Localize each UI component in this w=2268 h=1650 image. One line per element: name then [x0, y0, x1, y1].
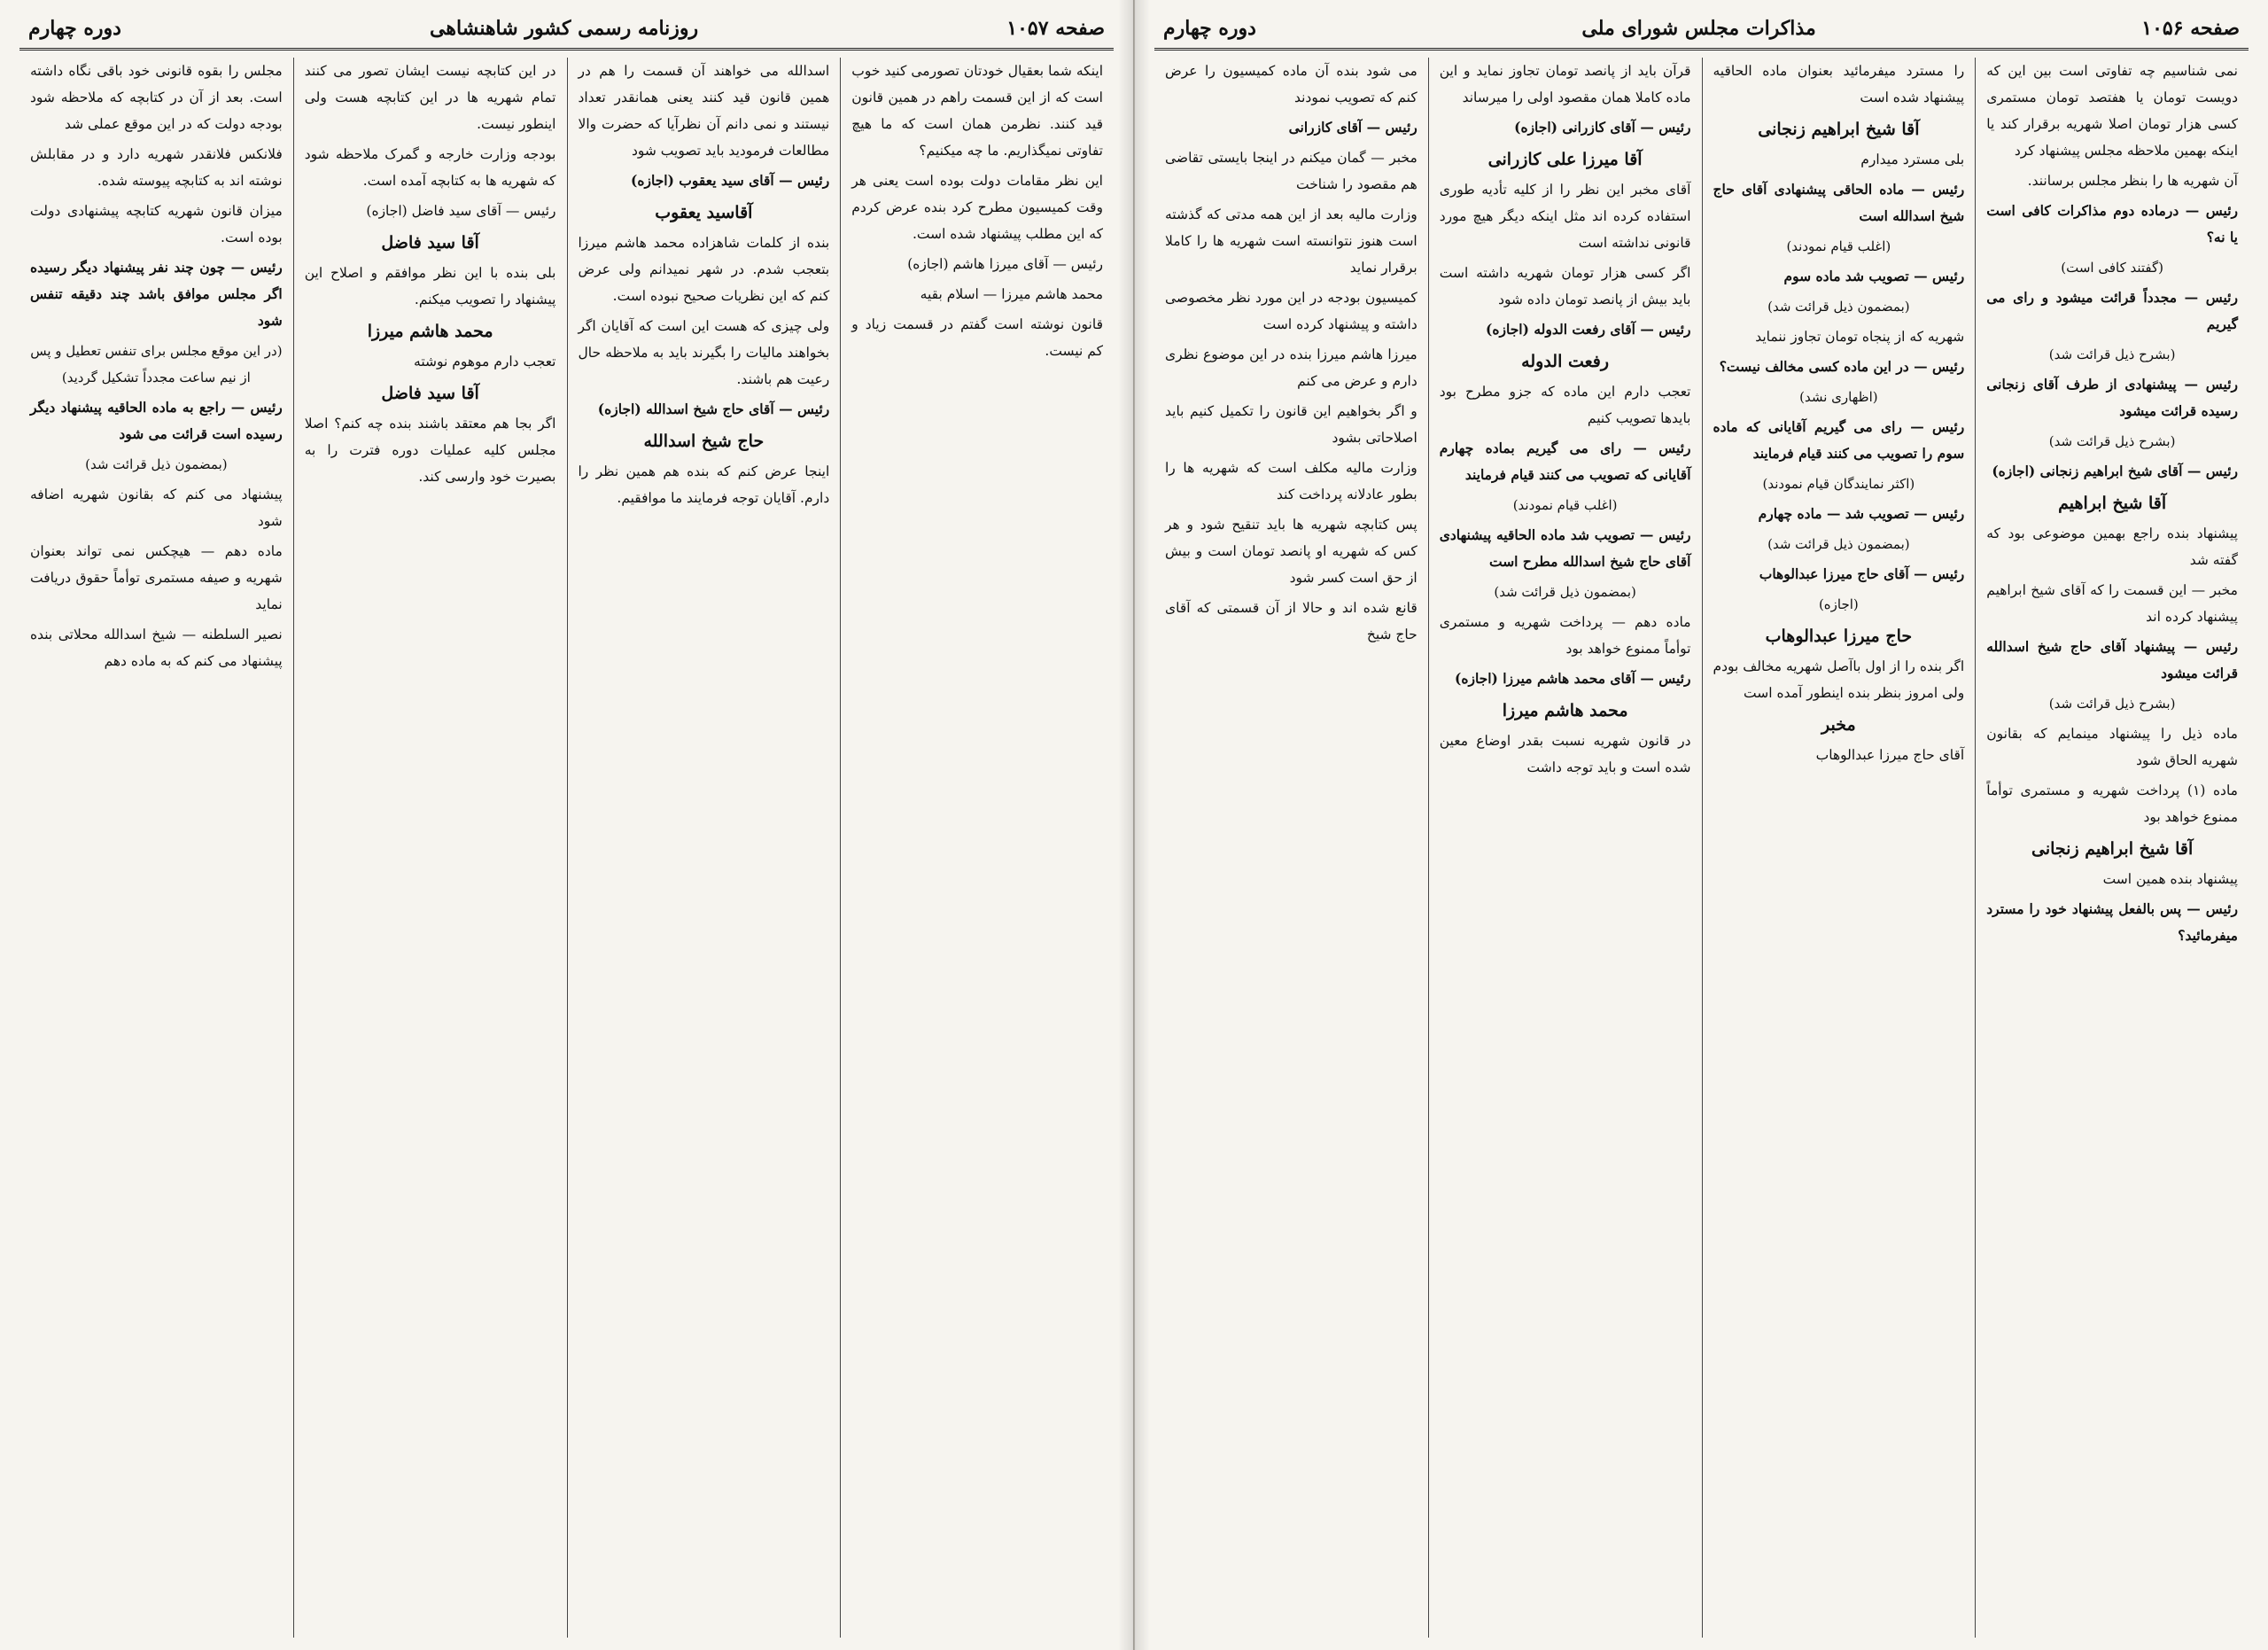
body-paragraph: را مسترد میفرمائید بعنوان ماده الحاقیه پیشنهاد شده است — [1713, 63, 1965, 105]
body-paragraph: رئیس — آقای میرزا هاشم (اجازه) — [907, 256, 1103, 272]
body-paragraph: ماده دهم — هیچکس نمی تواند بعنوان شهریه و صیفه مستمری توأماً حقوق دریافت نماید — [30, 543, 283, 612]
right-header-title: مذاکرات مجلس شورای ملی — [1581, 17, 1816, 40]
body-paragraph: بلی مسترد میدارم — [1860, 152, 1965, 167]
body-paragraph: مخبر — گمان میکنم در اینجا بایستی تقاضی هم مقصود را شناخت — [1165, 150, 1418, 192]
procedural-note: (بمضمون ذیل قرائت شد) — [1494, 584, 1636, 600]
left-column-3 — [293, 58, 567, 1638]
speaker-heading: محمد هاشم میرزا — [1502, 701, 1628, 720]
president-remark: رئیس — تصویب شد ماده الحاقیه پیشنهادی آقای حاج شیخ اسدالله مطرح است — [1439, 526, 1691, 570]
body-paragraph: قرآن باید از پانصد تومان تجاوز نماید و این ماده کاملا همان مقصود اولی را میرساند — [1439, 63, 1691, 105]
president-remark: رئیس — پیشنهادی از طرف آقای زنجانی رسیده قرائت میشود — [1986, 376, 2238, 419]
right-column-3 — [1428, 58, 1702, 1638]
speaker-heading: آقا میرزا علی کازرانی — [1487, 150, 1643, 169]
president-remark: رئیس — آقای سید یعقوب (اجازه) — [631, 172, 830, 189]
president-remark: رئیس — پیشنهاد آقای حاج شیخ اسدالله قرائت میشود — [1986, 638, 2238, 681]
body-paragraph: میزان قانون شهریه کتابچه پیشنهادی دولت بوده است. — [30, 203, 283, 245]
president-remark: رئیس — آقای رفعت الدوله (اجازه) — [1486, 321, 1691, 338]
body-paragraph: مخبر — این قسمت را که آقای شیخ ابراهیم پیشنهاد کرده اند — [1986, 582, 2238, 625]
procedural-note: (بشرح ذیل قرائت شد) — [2048, 696, 2176, 712]
left-header-volume: دوره چهارم — [28, 17, 121, 40]
body-paragraph: قانون نوشته است گفتم در قسمت زیاد و کم نیست. — [851, 316, 1103, 359]
president-remark: رئیس — راجع به ماده الحاقیه پیشنهاد دیگر رسیده است قرائت می شود — [30, 399, 283, 442]
body-paragraph: پس کتابچه شهریه ها باید تنقیح شود و هر کس که شهریه او پانصد تومان است و بیش از حق است کسر شود — [1165, 517, 1418, 586]
procedural-note: (بشرح ذیل قرائت شد) — [2048, 346, 2176, 362]
body-paragraph: اگر بنده را از اول باآصل شهریه مخالف بودم ولی امروز بنظر بنده اینطور آمده است — [1713, 658, 1965, 701]
procedural-note: (بمضمون ذیل قرائت شد) — [1767, 536, 1910, 552]
left-header-page-number: صفحه ۱۰۵۷ — [1006, 17, 1105, 40]
body-paragraph: اگر کسی هزار تومان شهریه داشته است باید بیش از پانصد تومان داده شود — [1439, 265, 1691, 307]
speaker-heading: محمد هاشم میرزا — [367, 322, 493, 341]
president-remark: رئیس — آقای شیخ ابراهیم زنجانی (اجازه) — [1992, 463, 2238, 479]
right-page-header — [1154, 9, 2249, 51]
body-paragraph: اینکه شما بعقیال خودتان تصورمی کنید خوب است که از این قسمت راهم در همین قانون قید کنند. نظرمن همان است که ما هیچ تفاوتی نمیگذاریم. ما چه میکنیم؟ — [851, 63, 1103, 159]
body-paragraph: وزارت مالیه مکلف است که شهریه ها را بطور عادلانه پرداخت کند — [1165, 460, 1418, 502]
body-paragraph: آن شهریه ها را بنظر مجلس برسانند. — [2027, 173, 2238, 189]
speaker-heading: آقا سید فاضل — [381, 233, 479, 253]
body-paragraph: فلانکس فلانقدر شهریه دارد و در مقابلش نوشته اند به کتابچه پیوسته شده. — [30, 146, 283, 189]
body-paragraph: شهریه که از پنجاه تومان تجاوز ننماید — [1755, 329, 1965, 345]
speaker-heading: حاج شیخ اسدالله — [643, 432, 765, 451]
body-paragraph: نصیر السلطنه — شیخ اسدالله محلاتی بنده پیشنهاد می کنم که به ماده دهم — [30, 627, 283, 669]
body-paragraph: و اگر بخواهیم این قانون را تکمیل کنیم باید اصلاحاتی بشود — [1165, 403, 1418, 446]
president-remark: رئیس — آقای محمد هاشم میرزا (اجازه) — [1455, 670, 1691, 687]
body-paragraph: اینجا عرض کنم که بنده هم همین نظر را دارم. آقایان توجه فرمایند ما موافقیم. — [578, 463, 830, 506]
body-paragraph: پیشنهاد بنده راجع بهمین موضوعی بود که گفته شد — [1986, 525, 2238, 568]
body-paragraph: پیشنهاد می کنم که بقانون شهریه اضافه شود — [30, 486, 283, 529]
left-column-4 — [19, 58, 293, 1638]
body-paragraph: ماده دهم — پرداخت شهریه و مستمری توأماً ممنوع خواهد بود — [1439, 614, 1691, 657]
procedural-note: (بمضمون ذیل قرائت شد) — [85, 456, 228, 472]
body-paragraph: بلی بنده با این نظر موافقم و اصلاح این پیشنهاد را تصویب میکنم. — [304, 265, 556, 307]
body-paragraph: بنده از کلمات شاهزاده محمد هاشم میرزا بتعجب شدم. در شهر نمیدانم ولی عرض کنم که این نظریات صحیح نبوده است. — [578, 235, 830, 304]
right-column-1 — [1975, 58, 2249, 1638]
left-page-header — [19, 9, 1114, 51]
body-paragraph: ماده ذیل را پیشنهاد مینمایم که بقانون شهریه الحاق شود — [1986, 726, 2238, 768]
body-paragraph: این نظر مقامات دولت بوده است یعنی هر وقت کمیسیون مطرح کرد بنده عرض کردم که این مطلب پیشنهاد شده است. — [851, 173, 1103, 242]
president-remark: رئیس — پس بالفعل پیشنهاد خود را مسترد میفرمائید؟ — [1986, 900, 2238, 944]
president-remark: رئیس — آقای کازرانی (اجازه) — [1514, 119, 1691, 136]
procedural-note: (گفتند کافی است) — [2061, 260, 2163, 276]
procedural-note: (اغلب قیام نمودند) — [1512, 497, 1618, 513]
body-paragraph: پیشنهاد بنده همین است — [2102, 871, 2238, 887]
procedural-note: (بشرح ذیل قرائت شد) — [2048, 433, 2176, 449]
left-header-title: روزنامه رسمی کشور شاهنشاهی — [430, 17, 699, 40]
procedural-note: (اجازه) — [1818, 596, 1859, 612]
president-remark: رئیس — آقای حاج شیخ اسدالله (اجازه) — [597, 401, 830, 417]
body-paragraph: ماده (۱) پرداخت شهریه و مستمری توأماً ممنوع خواهد بود — [1986, 782, 2238, 825]
speaker-heading: آقا شیخ ابراهیم — [2058, 494, 2167, 513]
speaker-heading: رفعت الدوله — [1521, 352, 1610, 371]
body-paragraph: در قانون شهریه نسبت بقدر اوضاع معین شده است و باید توجه داشت — [1439, 733, 1691, 775]
left-column-2 — [567, 58, 841, 1638]
body-paragraph: مجلس را بقوه قانونی خود باقی نگاه داشته است. بعد از آن در کتابچه که ملاحظه شود بودجه دولت که در این موقع عملی شد — [30, 63, 283, 132]
procedural-note: (اظهاری نشد) — [1799, 389, 1878, 405]
procedural-note: (در این موقع مجلس برای تنفس تعطیل و پس از نیم ساعت مجدداً تشکیل گردید) — [30, 343, 283, 385]
speaker-heading: حاج میرزا عبدالوهاب — [1765, 627, 1913, 646]
procedural-note: (بمضمون ذیل قرائت شد) — [1767, 299, 1910, 315]
body-paragraph: اگر بجا هم معتقد باشند بنده چه کنم؟ اصلا مجلس کلیه عملیات دوره فترت را به بصیرت خود وارسی کند. — [304, 416, 556, 485]
body-paragraph: تعجب دارم موهوم نوشته — [414, 354, 556, 370]
body-paragraph: محمد هاشم میرزا — اسلام بقیه — [920, 286, 1103, 302]
body-paragraph: آقای حاج میرزا عبدالوهاب — [1815, 747, 1965, 763]
president-remark: رئیس — چون چند نفر پیشنهاد دیگر رسیده اگر مجلس موافق باشد چند دقیقه تنفس شود — [30, 259, 283, 329]
body-paragraph: آقای مخبر این نظر را از کلیه تأدیه طوری استفاده کرده اند مثل اینکه دیگر هیچ مورد قانونی نداشته است — [1439, 182, 1691, 251]
president-remark: رئیس — ماده الحاقی پیشنهادی آقای حاج شیخ اسدالله است — [1713, 181, 1965, 224]
president-remark: رئیس — در این ماده کسی مخالف نیست؟ — [1719, 358, 1965, 375]
speaker-heading: آقا شیخ ابراهیم زنجانی — [1758, 120, 1920, 139]
president-remark: رئیس — تصویب شد — ماده چهارم — [1758, 505, 1965, 522]
body-paragraph: قانع شده اند و حالا از آن قسمتی که آقای حاج شیخ — [1165, 600, 1418, 642]
right-page — [1134, 0, 2268, 1650]
right-header-volume: دوره چهارم — [1163, 17, 1256, 40]
president-remark: رئیس — رای می گیریم آقایانی که ماده سوم را تصویب می کنند قیام فرمایند — [1713, 418, 1965, 462]
procedural-note: (اغلب قیام نمودند) — [1786, 238, 1891, 254]
president-remark: رئیس — تصویب شد ماده سوم — [1783, 268, 1965, 284]
president-remark: رئیس — مجدداً قرائت میشود و رای می گیریم — [1986, 289, 2238, 332]
body-paragraph: در این کتابچه نیست ایشان تصور می کنند تمام شهریه ها در این کتابچه هست ولی اینطور نیست. — [304, 63, 556, 132]
speaker-heading: مخبر — [1821, 715, 1856, 735]
body-paragraph: نمی شناسیم چه تفاوتی است بین این که دویست تومان یا هفتصد تومان مستمری کسی هزار تومان اصلا شهریه برقرار کند یا اینکه بهمین ملاحظه مجلس پیشنهاد کرد — [1986, 63, 2238, 159]
president-remark: رئیس — آقای حاج میرزا عبدالوهاب — [1759, 565, 1965, 582]
speaker-heading: آقا سید فاضل — [381, 384, 479, 403]
right-column-2 — [1702, 58, 1976, 1638]
body-paragraph: میرزا هاشم میرزا بنده در این موضوع نظری دارم و عرض می کنم — [1165, 346, 1418, 389]
body-paragraph: اسدالله می خواهند آن قسمت را هم در همین قانون قید کنند یعنی همانقدر تعداد نیستند و نمی دانم آن نظرآیا که حضرت والا مطالعات فرمودید باید تصویب شود — [578, 63, 830, 159]
body-paragraph: می شود بنده آن ماده کمیسیون را عرض کنم که تصویب نمودند — [1165, 63, 1418, 105]
president-remark: رئیس — درماده دوم مذاکرات کافی است یا نه؟ — [1986, 202, 2238, 245]
speaker-heading: آقاسید یعقوب — [655, 203, 753, 222]
body-paragraph: کمیسیون بودجه در این مورد نظر مخصوصی داشته و پیشنهاد کرده است — [1165, 290, 1418, 332]
body-paragraph: رئیس — آقای سید فاضل (اجازه) — [366, 203, 556, 219]
body-paragraph: تعجب دارم این ماده که جزو مطرح بود بایدها تصویب کنیم — [1439, 384, 1691, 426]
speaker-heading: آقا شیخ ابراهیم زنجانی — [2031, 839, 2194, 859]
president-remark: رئیس — آقای کازرانی — [1288, 119, 1418, 136]
left-page-columns — [19, 58, 1114, 1638]
procedural-note: (اکثر نمایندگان قیام نمودند) — [1762, 476, 1915, 492]
president-remark: رئیس — رای می گیریم بماده چهارم آقایانی که تصویب می کنند قیام فرمایند — [1439, 440, 1691, 483]
body-paragraph: بودجه وزارت خارجه و گمرک ملاحظه شود که شهریه ها به کتابچه آمده است. — [304, 146, 556, 189]
body-paragraph: ولی چیزی که هست این است که آقایان اگر بخواهند مالیات را بگیرند باید به ملاحظه حال رعیت هم باشند. — [578, 318, 830, 387]
body-paragraph: وزارت مالیه بعد از این همه مدتی که گذشته است هنوز نتوانسته است شهریه ها را کاملا برقرار نماید — [1165, 206, 1418, 276]
left-column-1 — [840, 58, 1114, 1638]
right-header-page-number: صفحه ۱۰۵۶ — [2141, 17, 2240, 40]
right-page-columns — [1154, 58, 2249, 1638]
right-column-4 — [1154, 58, 1428, 1638]
